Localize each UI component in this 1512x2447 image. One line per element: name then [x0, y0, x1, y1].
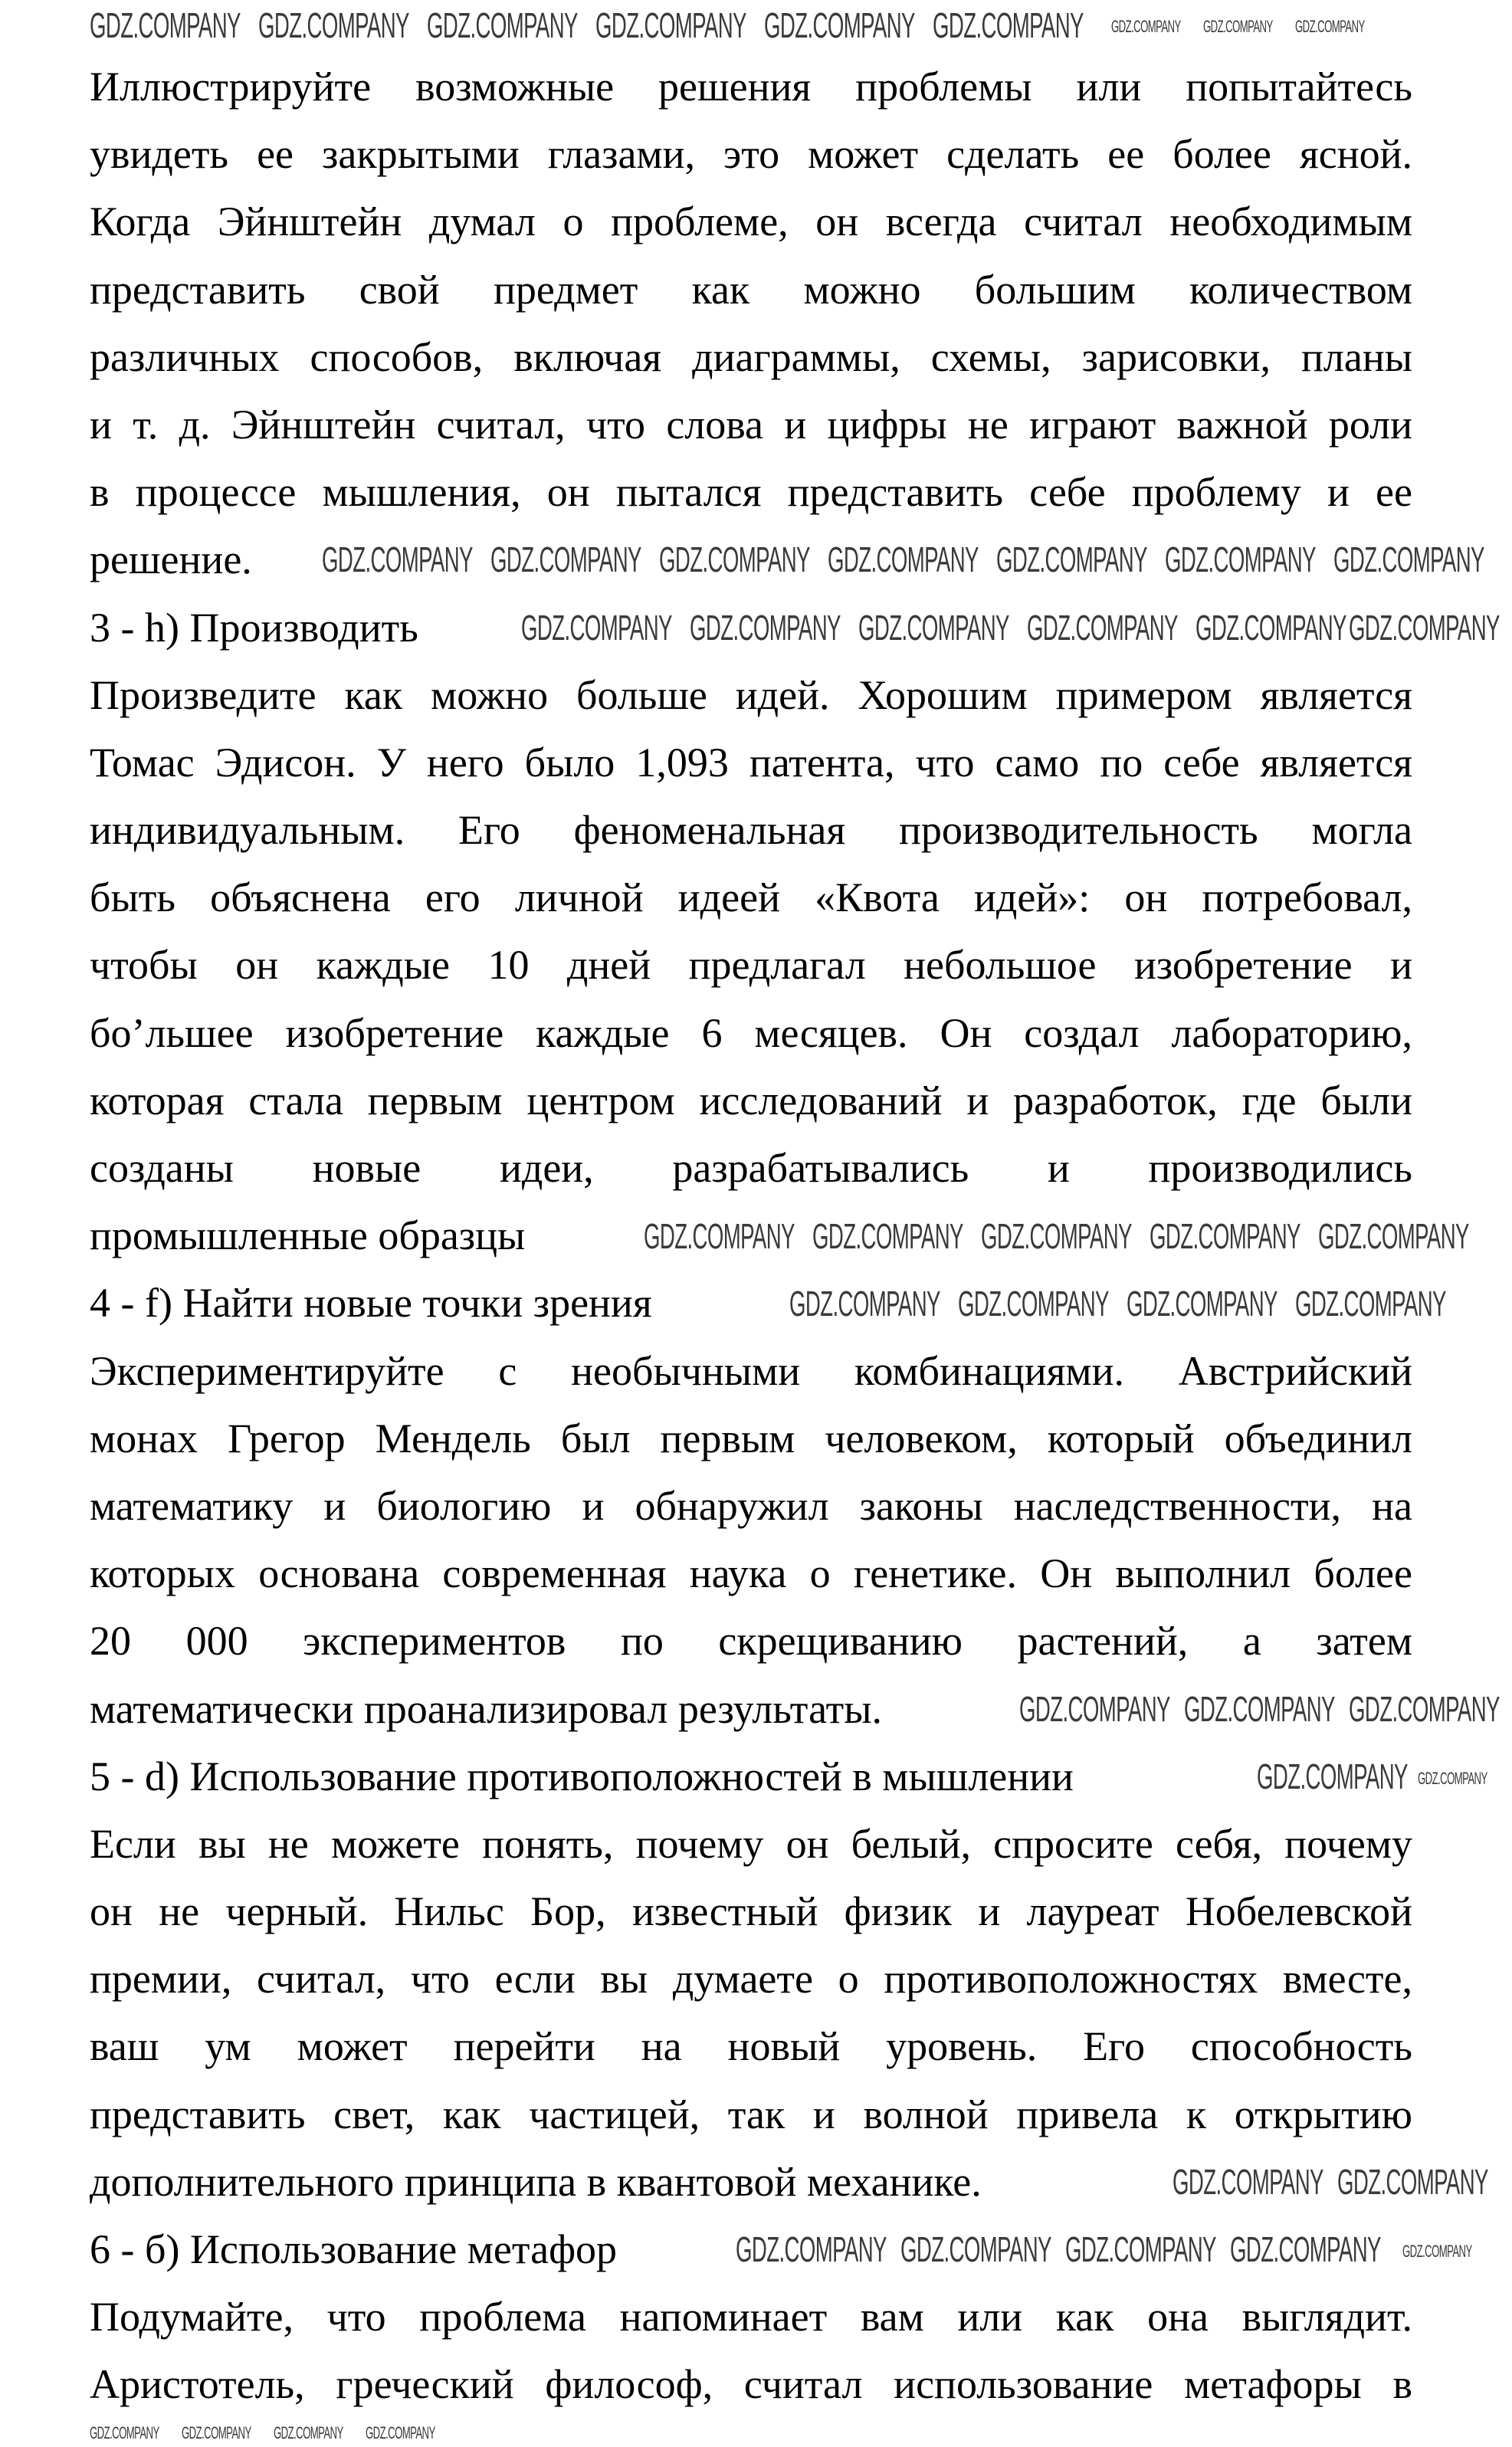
line-text: различных способов, включая диаграммы, схемы, зарисовки, планы — [90, 333, 1412, 380]
watermark: GDZ.COMPANY — [1019, 1689, 1170, 1729]
watermark: GDZ.COMPANY — [1230, 2229, 1381, 2269]
line-text: увидеть ее закрытыми глазами, это может сделать ее более ясной. — [90, 131, 1412, 178]
line-text: Экспериментируйте с необычными комбинациями. Австрийский — [90, 1347, 1412, 1394]
watermark: GDZ.COMPANY — [690, 608, 841, 648]
section-heading — [90, 1743, 1412, 1810]
line-text: которых основана современная наука о генетике. Он выполнил более — [90, 1550, 1412, 1597]
line-text: бо’льшее изобретение каждые 6 месяцев. Он создал лабораторию, — [90, 1009, 1412, 1056]
text-line — [90, 1472, 1412, 1540]
watermark: GDZ.COMPANY — [490, 540, 641, 579]
watermark: GDZ.COMPANY — [1027, 608, 1178, 648]
line-text: 3 - h) Производить — [90, 604, 418, 651]
watermark: GDZ.COMPANY — [258, 5, 409, 45]
line-text: решение. — [90, 536, 252, 583]
line-text: математику и биологию и обнаружил законы наследственности, на — [90, 1482, 1412, 1529]
watermark: GDZ.COMPANY — [1333, 540, 1484, 579]
watermark: GDZ.COMPANY — [644, 1216, 795, 1256]
text-line — [90, 864, 1412, 931]
watermark: GDZ.COMPANY — [90, 2423, 159, 2442]
text-line — [90, 2081, 1412, 2148]
line-text: быть объяснена его личной идеей «Квота идей»: он потребовал, — [90, 874, 1412, 921]
watermark: GDZ.COMPANY — [1418, 1769, 1487, 1788]
watermark: GDZ.COMPANY — [789, 1284, 940, 1324]
watermark: GDZ.COMPANY — [1184, 1689, 1335, 1729]
line-text: чтобы он каждые 10 дней предлагал небольшое изобретение и — [90, 942, 1412, 989]
watermark: GDZ.COMPANY — [1295, 17, 1365, 36]
text-line — [90, 120, 1412, 188]
line-text: Когда Эйнштейн думал о проблеме, он всегда считал необходимым — [90, 198, 1412, 245]
watermark: GDZ.COMPANY — [366, 2423, 435, 2442]
watermark: GDZ.COMPANY — [933, 5, 1084, 45]
text-line — [90, 1540, 1412, 1607]
watermark: GDZ.COMPANY — [1349, 1689, 1500, 1729]
watermark: GDZ.COMPANY — [828, 540, 979, 579]
watermark: GDZ.COMPANY — [1257, 1757, 1408, 1796]
watermark: GDZ.COMPANY — [764, 5, 915, 45]
text-line — [90, 188, 1412, 255]
line-text: математически проанализировал результаты. — [90, 1685, 883, 1732]
line-text: Аристотель, греческий философ, считал использование метафоры в — [90, 2361, 1412, 2408]
watermark: GDZ.COMPANY — [1173, 2162, 1323, 2202]
text-line — [90, 1067, 1412, 1134]
watermark: GDZ.COMPANY — [812, 1216, 963, 1256]
line-text: Томас Эдисон. У него было 1,093 патента, что само по себе является — [90, 739, 1412, 786]
line-text: Произведите как можно больше идей. Хорошим примером является — [90, 671, 1412, 718]
watermark: GDZ.COMPANY — [858, 608, 1009, 648]
watermark: GDZ.COMPANY — [1195, 608, 1346, 648]
text-line — [90, 1945, 1412, 2012]
line-text: созданы новые идеи, разрабатывались и производились — [90, 1145, 1412, 1191]
watermark: GDZ.COMPANY — [90, 5, 241, 45]
text-line — [90, 323, 1412, 391]
line-text: индивидуальным. Его феноменальная производительность могла — [90, 807, 1412, 854]
watermark: GDZ.COMPANY — [900, 2229, 1051, 2269]
text-line — [90, 391, 1412, 458]
watermark: GDZ.COMPANY — [1349, 608, 1500, 648]
text-line — [90, 458, 1412, 526]
text-line — [90, 2350, 1412, 2418]
watermark: GDZ.COMPANY — [1150, 1216, 1300, 1256]
line-text: 6 - б) Использование метафор — [90, 2226, 618, 2272]
watermark: GDZ.COMPANY — [1203, 17, 1273, 36]
line-text: Если вы не можете понять, почему он белый, спросите себя, почему — [90, 1820, 1412, 1867]
watermark: GDZ.COMPANY — [659, 540, 810, 579]
watermark: GDZ.COMPANY — [1127, 1284, 1277, 1324]
watermark: GDZ.COMPANY — [996, 540, 1147, 579]
line-text: в процессе мышления, он пытался представить себе проблему и ее — [90, 469, 1412, 516]
line-text: 4 - f) Найти новые точки зрения — [90, 1280, 652, 1327]
watermark: GDZ.COMPANY — [958, 1284, 1109, 1324]
text-line — [90, 1405, 1412, 1472]
text-line — [90, 1878, 1412, 1945]
text-line — [90, 2012, 1412, 2080]
text-line — [90, 729, 1412, 796]
text-line — [90, 661, 1412, 729]
line-text: монах Грегор Мендель был первым человеком, который объединил — [90, 1415, 1412, 1461]
line-text: дополнительного принципа в квантовой механике. — [90, 2158, 982, 2205]
watermark: GDZ.COMPANY — [322, 540, 473, 579]
text-line — [90, 931, 1412, 999]
watermark: GDZ.COMPANY — [1402, 2242, 1472, 2261]
line-text: представить свет, как частицей, так и волной привела к открытию — [90, 2091, 1412, 2137]
watermark: GDZ.COMPANY — [736, 2229, 887, 2269]
line-text: Подумайте, что проблема напоминает вам или как она выглядит. — [90, 2294, 1412, 2340]
watermark: GDZ.COMPANY — [595, 5, 746, 45]
line-text: 20 000 экспериментов по скрещиванию растений, а затем — [90, 1618, 1412, 1665]
line-text: 5 - d) Использование противоположностей в мышлении — [90, 1753, 1074, 1799]
text-line — [90, 999, 1412, 1067]
watermark: GDZ.COMPANY — [981, 1216, 1132, 1256]
watermark: GDZ.COMPANY — [1111, 17, 1181, 36]
watermark: GDZ.COMPANY — [274, 2423, 343, 2442]
line-text: премии, считал, что если вы думаете о противоположностях вместе, — [90, 1956, 1412, 2003]
line-text: и т. д. Эйнштейн считал, что слова и цифры не играют важной роли — [90, 401, 1412, 448]
watermark: GDZ.COMPANY — [182, 2423, 251, 2442]
text-line — [90, 1810, 1412, 1878]
watermark: GDZ.COMPANY — [1318, 1216, 1469, 1256]
text-line — [90, 1607, 1412, 1675]
text-line — [90, 1337, 1412, 1405]
watermark: GDZ.COMPANY — [521, 608, 672, 648]
watermark: GDZ.COMPANY — [427, 5, 578, 45]
watermark: GDZ.COMPANY — [1337, 2162, 1488, 2202]
text-line — [90, 256, 1412, 323]
line-text: промышленные образцы — [90, 1212, 526, 1259]
text-line — [90, 2283, 1412, 2350]
text-line — [90, 796, 1412, 864]
line-text: ваш ум может перейти на новый уровень. Его способность — [90, 2023, 1412, 2070]
line-text: Иллюстрируйте возможные решения проблемы или попытайтесь — [90, 64, 1412, 110]
text-line — [90, 53, 1412, 120]
line-text: которая стала первым центром исследований и разработок, где были — [90, 1077, 1412, 1123]
watermark: GDZ.COMPANY — [1065, 2229, 1216, 2269]
line-text: представить свой предмет как можно большим количеством — [90, 266, 1412, 313]
text-line — [90, 1134, 1412, 1202]
line-text: он не черный. Нильс Бор, известный физик и лауреат Нобелевской — [90, 1888, 1412, 1935]
watermark: GDZ.COMPANY — [1295, 1284, 1446, 1324]
watermark: GDZ.COMPANY — [1165, 540, 1316, 579]
